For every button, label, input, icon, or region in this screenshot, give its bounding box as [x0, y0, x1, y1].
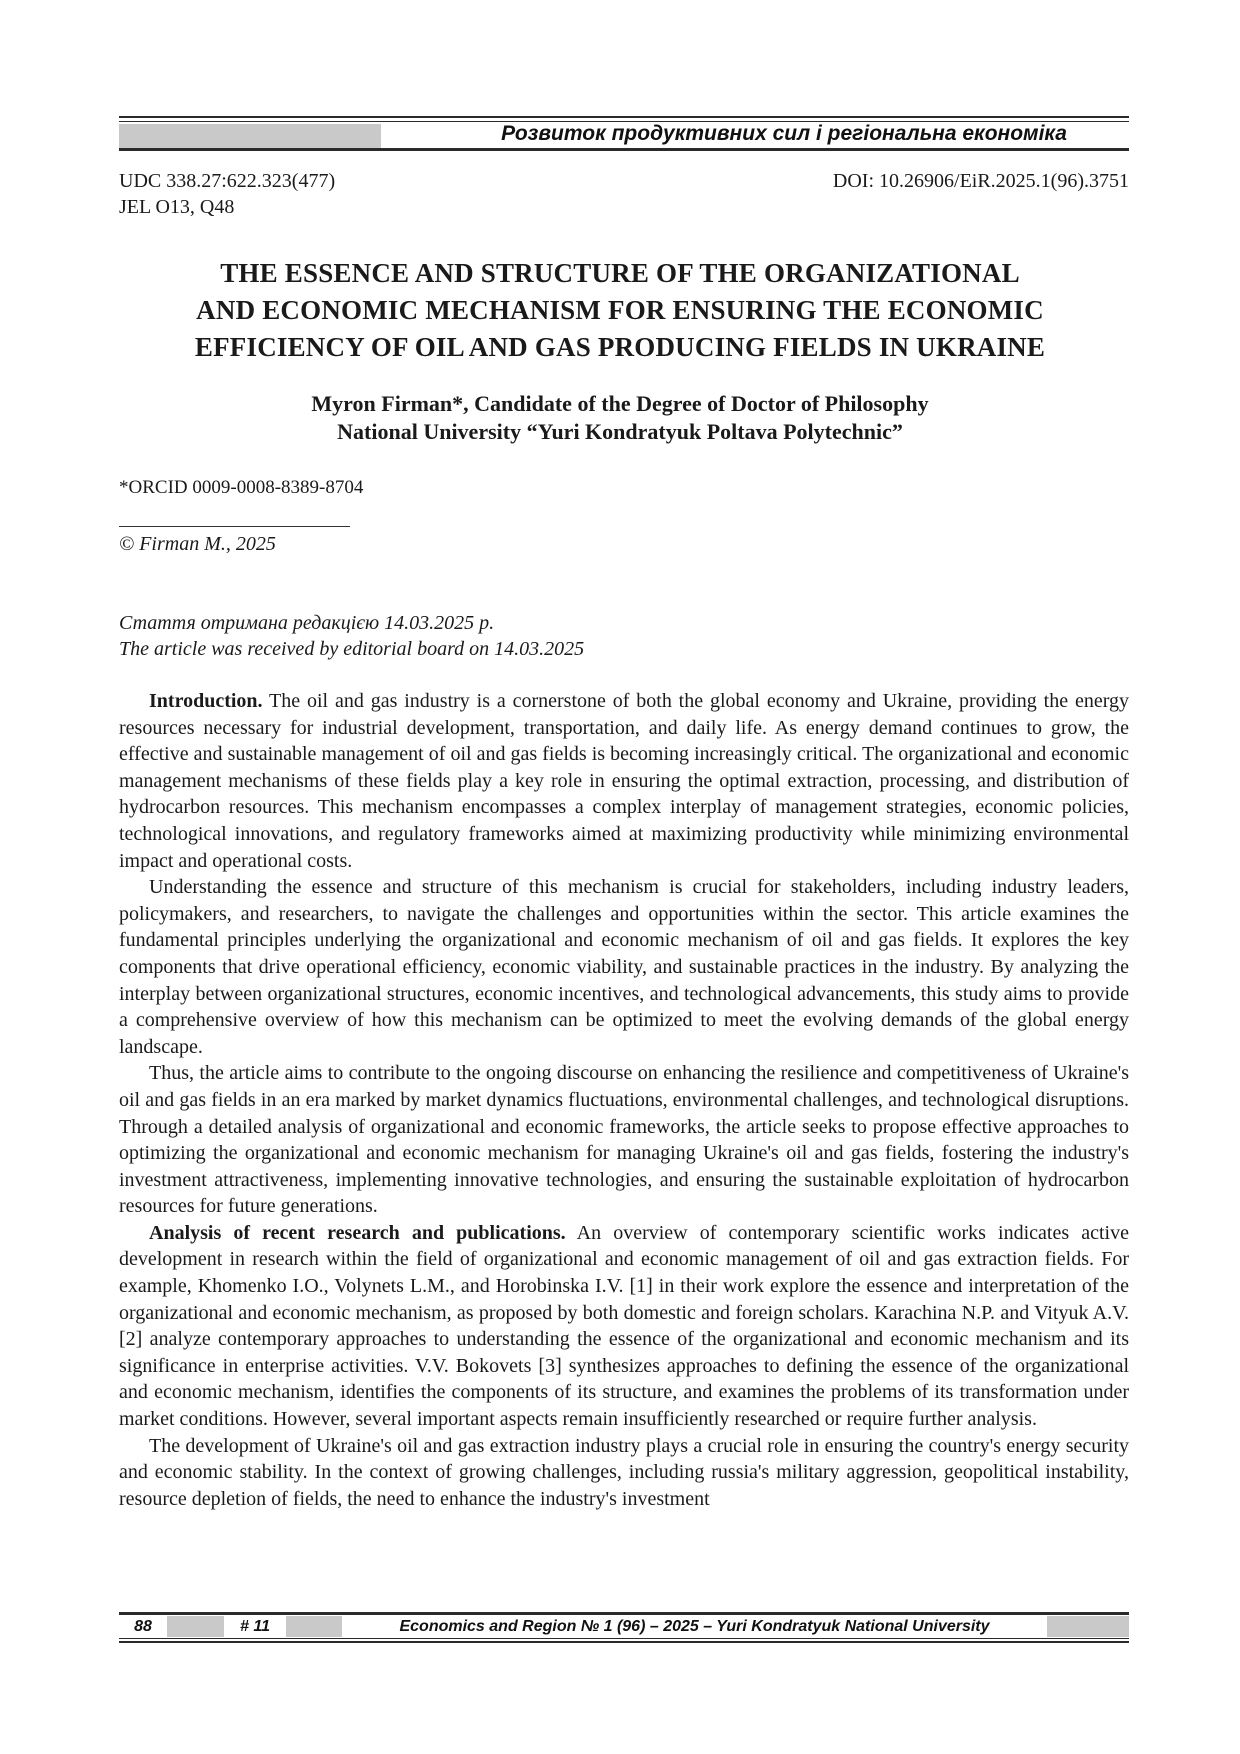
- article-title: [110, 255, 1130, 366]
- paragraph: Thus, the article aims to contribute to the ongoing discourse on enhancing the resilience and competitiveness of Ukraine's oil and gas fields in an era marked by market dynamics fluctuations, environmental challenges, and technological disruptions. Through a detailed analysis of organizational and economic frameworks, the article seeks to propose effective approaches to optimizing the organizational and economic mechanism for managing Ukraine's oil and gas fields, fostering the industry's investment attractiveness, implementing innovative technologies, and ensuring the sustainable exploitation of hydrocarbon resources for future generations.: [119, 1062, 1129, 1218]
- received-ua: Стаття отримана редакцією 14.03.2025 р.: [119, 612, 495, 634]
- paragraph-text: The oil and gas industry is a cornerstone of both the global economy and Ukraine, providing the energy resources necessary for industrial development, transportation, and daily life. As energy demand continues to grow, the effective and sustainable management of oil and gas fields is becoming increasingly critical. The organizational and economic management mechanisms of these fields play a key role in ensuring the optimal extraction, processing, and distribution of hydrocarbon resources. This mechanism encompasses a complex interplay of management strategies, economic policies, technological innovations, and regulatory frameworks aimed at maximizing productivity while minimizing environmental impact and operational costs.: [119, 690, 1129, 872]
- title-line: THE ESSENCE AND STRUCTURE OF THE ORGANIZATIONAL: [220, 258, 1020, 288]
- footnote-separator: [119, 526, 350, 527]
- footer-grey-block: [286, 1616, 342, 1637]
- issue-number: # 11: [240, 1618, 270, 1635]
- paragraph: Understanding the essence and structure of this mechanism is crucial for stakeholders, including industry leaders, policymakers, and researchers, to navigate the challenges and opportunities within the sector. This article examines the fundamental principles underlying the organizational and economic mechanism of oil and gas fields. It explores the key components that drive operational efficiency, economic viability, and sustainable practices in the industry. By analyzing the interplay between organizational structures, economic incentives, and technological advancements, this study aims to provide a comprehensive overview of how this mechanism can be optimized to meet the evolving demands of the global energy landscape.: [119, 876, 1129, 1058]
- received-date: [119, 610, 584, 662]
- running-header: [119, 116, 1129, 150]
- header-grey-block: [119, 124, 381, 148]
- jel-code: JEL O13, Q48: [119, 196, 235, 218]
- article-body: [119, 688, 1129, 1512]
- paragraph: [119, 688, 1129, 874]
- paragraph-text: An overview of contemporary scientific works indicates active development in research within the field of organizational and economic management of oil and gas extraction fields. For example, Khomenko I.O., Volynets L.M., and Horobinska I.V. [1] in their work explore the essence and interpretation of the organizational and economic mechanism, as proposed by both domestic and foreign scholars. Karachina N.P. and Vityuk A.V. [2] analyze contemporary approaches to understanding the essence of the organizational and economic mechanism and its significance in enterprise activities. V.V. Bokovets [3] synthesizes approaches to defining the essence of the organizational and economic mechanism, identifies the components of its structure, and examines the problems of its transformation under market conditions. However, several important aspects remain insufficiently researched or require further analysis.: [119, 1221, 1129, 1431]
- page-number: 88: [134, 1618, 152, 1635]
- footer-rule: [119, 1638, 1129, 1639]
- section-heading-introduction: Introduction.: [149, 690, 263, 712]
- udc-code: UDC 338.27:622.323(477): [119, 170, 336, 192]
- footer-rule: [119, 1641, 1129, 1643]
- doi: DOI: 10.26906/EiR.2025.1(96).3751: [832, 170, 1129, 192]
- footer-rule: [119, 1612, 1129, 1615]
- header-rule: [119, 148, 1129, 151]
- header-rule: [119, 116, 1129, 118]
- footer-band: [119, 1616, 1129, 1637]
- author-affiliation: National University “Yuri Kondratyuk Poltava Polytechnic”: [337, 419, 903, 444]
- title-line: AND ECONOMIC MECHANISM FOR ENSURING THE ECONOMIC: [196, 295, 1044, 325]
- author-name: Myron Firman*, Candidate of the Degree of Doctor of Philosophy: [311, 391, 929, 416]
- author-block: [110, 390, 1130, 446]
- section-heading-analysis: Analysis of recent research and publications.: [149, 1221, 566, 1244]
- copyright: © Firman M., 2025: [119, 533, 276, 555]
- journal-section-title: Розвиток продуктивних сил і регіональна економіка: [501, 122, 1067, 145]
- journal-name: Economics and Region № 1 (96) – 2025 – Yuri Kondratyuk National University: [399, 1618, 990, 1635]
- footer-grey-block: [1047, 1616, 1129, 1637]
- footer-grey-block: [167, 1616, 224, 1637]
- paragraph: The development of Ukraine's oil and gas extraction industry plays a crucial role in ensuring the country's energy security and economic stability. In the context of growing challenges, including russia's military aggression, geopolitical instability, resource depletion of fields, the need to enhance the industry's investment: [119, 1434, 1129, 1510]
- received-en: The article was received by editorial board on 14.03.2025: [119, 638, 585, 660]
- running-footer: [119, 1612, 1129, 1642]
- title-line: EFFICIENCY OF OIL AND GAS PRODUCING FIELDS IN UKRAINE: [194, 332, 1046, 362]
- paragraph: [119, 1220, 1129, 1433]
- orcid: *ORCID 0009-0008-8389-8704: [119, 477, 364, 498]
